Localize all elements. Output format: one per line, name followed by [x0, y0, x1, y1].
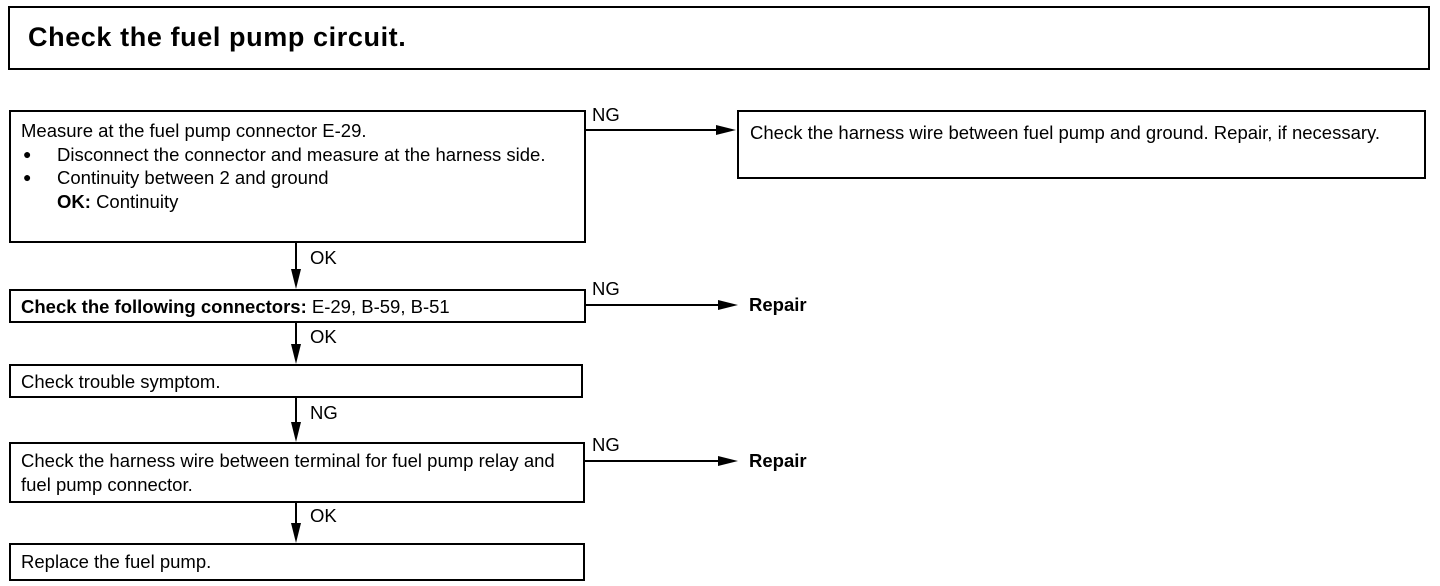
- arrow-head-icon: [716, 125, 736, 135]
- bullet-item: [21, 143, 574, 167]
- bullet-icon: ●: [23, 145, 32, 162]
- ok-criterion: [21, 190, 574, 214]
- arrow-label-ok: OK: [310, 505, 337, 526]
- result-repair-relay-wire: Repair: [749, 450, 807, 471]
- step-check-symptom: [9, 364, 583, 398]
- arrow-label-ok: OK: [310, 326, 337, 347]
- step-check-connectors-label: Check the following connectors:: [21, 296, 307, 317]
- arrow-head-icon: [291, 422, 301, 442]
- step-measure-heading: Measure at the fuel pump connector E-29.: [21, 120, 367, 141]
- bullet-text: Continuity between 2 and ground: [57, 167, 329, 188]
- arrow-label-ok: OK: [310, 247, 337, 268]
- arrow-label-ng: NG: [592, 278, 620, 299]
- result-repair-connectors: Repair: [749, 294, 807, 315]
- arrow-label-ng: NG: [592, 104, 620, 125]
- step-replace-pump: [9, 543, 585, 581]
- ok-criterion-label: OK:: [57, 190, 91, 212]
- page-title: [8, 6, 1430, 70]
- arrow-head-icon: [291, 523, 301, 543]
- step-check-symptom-text: Check trouble symptom.: [21, 371, 221, 392]
- result-check-ground-wire: [737, 110, 1426, 179]
- step-check-connectors: [9, 289, 586, 323]
- step-check-relay-wire: [9, 442, 585, 503]
- arrow-head-icon: [291, 269, 301, 289]
- step-check-relay-wire-text: Check the harness wire between terminal for fuel pump relay and fuel pump connector.: [21, 450, 555, 495]
- bullet-text: Disconnect the connector and measure at the harness side.: [57, 143, 546, 165]
- arrow-head-icon: [718, 300, 738, 310]
- page-title-text: Check the fuel pump circuit.: [28, 22, 407, 52]
- arrow-head-icon: [291, 344, 301, 364]
- step-measure-connector: [9, 110, 586, 243]
- ok-criterion-value: Continuity: [96, 190, 179, 212]
- bullet-icon: ●: [23, 169, 32, 185]
- step-check-connectors-list: E-29, B-59, B-51: [311, 296, 450, 317]
- arrow-label-ng: NG: [592, 434, 620, 455]
- step-replace-pump-text: Replace the fuel pump.: [21, 551, 212, 572]
- result-check-ground-wire-text: Check the harness wire between fuel pump and ground. Repair, if necessary.: [750, 122, 1381, 143]
- arrow-head-icon: [718, 456, 738, 466]
- arrow-label-ng: NG: [310, 402, 338, 423]
- bullet-item: [21, 166, 574, 190]
